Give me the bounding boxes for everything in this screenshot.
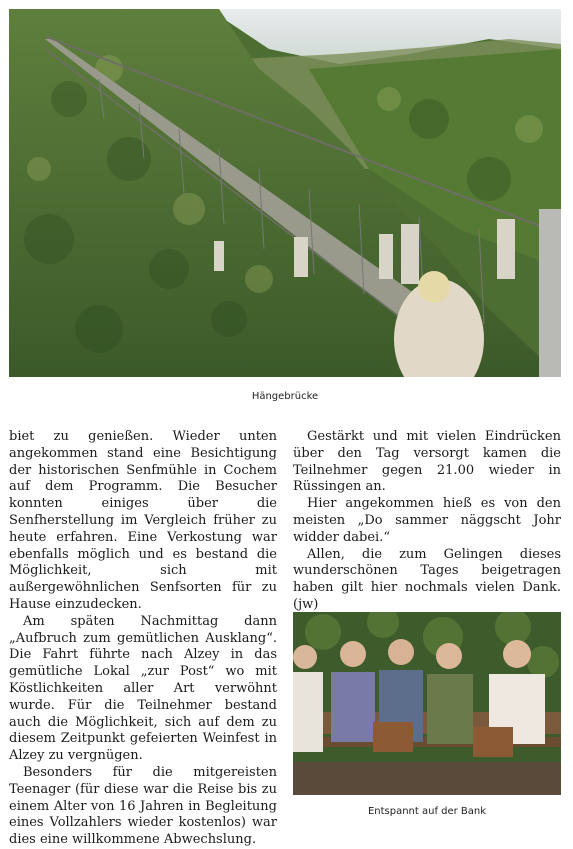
paragraph: Besonders für die mitgereisten Teenager (für diese war die Reise bis zu einem Alter von 16 Jahren in Begleitung eines Vollzahlers wieder kostenlos) war dies eine willkommene Abwechslung. (9, 764, 277, 848)
bench-photo (293, 612, 561, 795)
paragraph: Hier angekommen hieß es von den meisten „Do sammer näggscht Johr widder dabei.“ (293, 496, 561, 545)
bridge-photo-caption: Hängebrücke (251, 391, 319, 402)
paragraph: biet zu genießen. Wieder unten angekommen stand eine Besichtigung der historischen Senfmühle in Cochem auf dem Programm. Die Besucher konnten einiges über die Senfherstellung im Vergleich früher zu heute erfahren. Eine Verkostung war ebenfalls möglich und es bestand die Möglichkeit, sich mit außergewöhnlichen Senfsorten für zu Hause einzudecken. (9, 429, 277, 612)
bridge-photo (9, 9, 561, 377)
article-right-column (293, 429, 561, 614)
bridge-photo-illustration (9, 9, 561, 377)
article-left-column (9, 429, 277, 849)
bench-photo-illustration (293, 612, 561, 795)
paragraph: Am späten Nachmittag dann „Aufbruch zum gemütlichen Ausklang“. Die Fahrt führte nach Alzey in das gemütliche Lokal „zur Post“ wo mit Köstlichkeiten aller Art verwöhnt wurde. Für die Teilnehmer bestand auch die Möglichkeit, sich auf dem zu diesem Zeitpunkt gefeierten Weinfest in Alzey zu vergnügen. (9, 613, 277, 764)
paragraph: Allen, die zum Gelingen dieses wunderschönen Tages beigetragen haben gilt hier nochmals vielen Dank. (jw) (293, 546, 561, 612)
bench-photo-caption: Entspannt auf der Bank (367, 806, 487, 817)
paragraph: Gestärkt und mit vielen Eindrücken über den Tag versorgt kamen die Teilnehmer gegen 21.00 wieder in Rüssingen an. (293, 429, 561, 495)
